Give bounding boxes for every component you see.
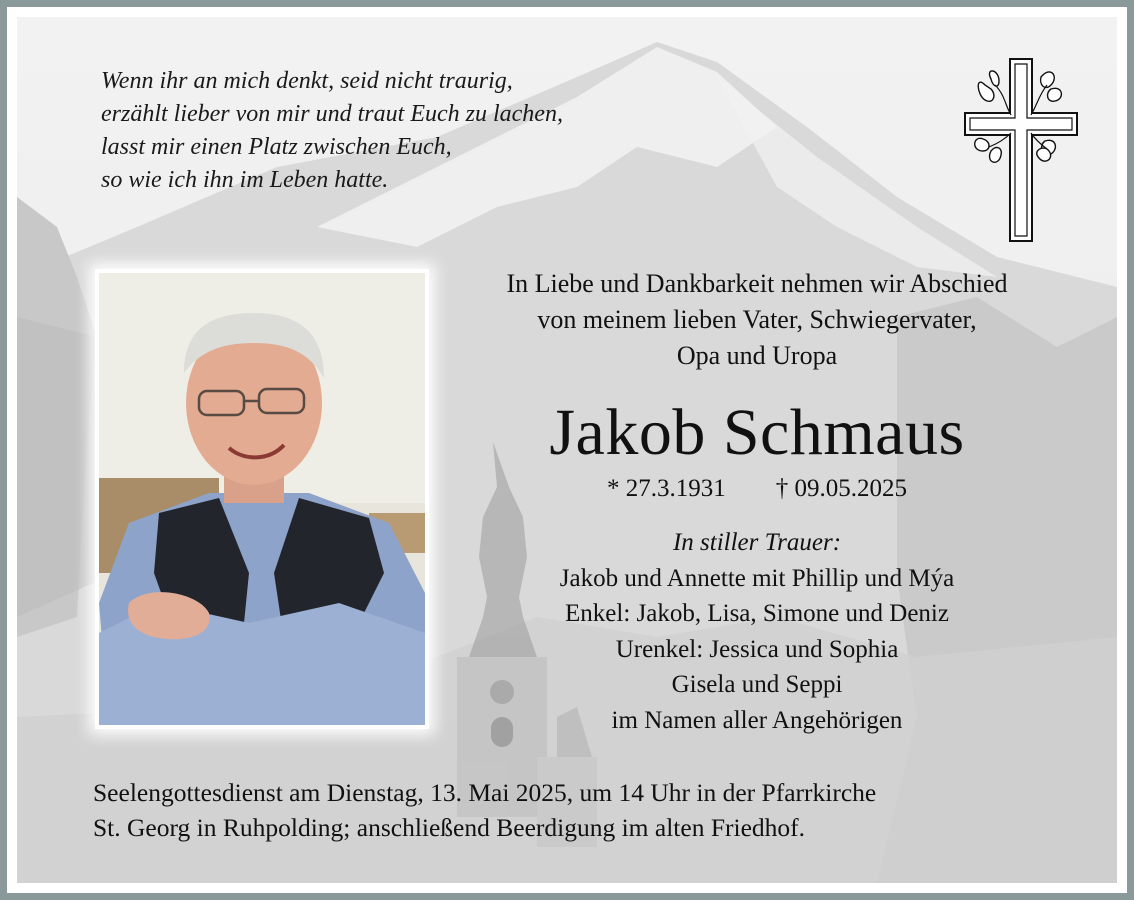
mourner-line: im Namen aller Angehörigen <box>611 706 903 734</box>
mourners-list <box>437 525 1077 738</box>
death-date: † 09.05.2025 <box>775 475 907 502</box>
life-dates <box>437 472 1077 506</box>
memorial-poem <box>101 65 721 197</box>
poem-line: so wie ich ihn im Leben hatte. <box>101 167 389 193</box>
farewell-intro <box>437 266 1077 374</box>
portrait-image <box>99 273 425 725</box>
mourner-line: Jakob und Annette mit Phillip und Mýa <box>559 564 955 592</box>
intro-line: Opa und Uropa <box>676 341 838 370</box>
cross-with-lilies-icon <box>955 55 1087 245</box>
birth-date: * 27.3.1931 <box>607 475 726 502</box>
portrait-photo <box>95 269 429 729</box>
mourner-line: Gisela und Seppi <box>671 671 843 698</box>
mourners-heading: In stiller Trauer: <box>672 529 842 556</box>
mourner-line: Urenkel: Jessica und Sophia <box>615 635 899 663</box>
intro-line: In Liebe und Dankbarkeit nehmen wir Abschied <box>506 269 1008 298</box>
obituary-card <box>17 17 1117 883</box>
deceased-name: Jakob Schmaus <box>549 396 965 469</box>
service-info <box>93 775 1073 845</box>
poem-line: Wenn ihr an mich denkt, seid nicht traurig, <box>101 68 513 94</box>
service-line: Seelengottesdienst am Dienstag, 13. Mai 2025, um 14 Uhr in der Pfarrkirche <box>93 778 877 807</box>
mourner-line: Enkel: Jakob, Lisa, Simone und Deniz <box>565 600 949 627</box>
intro-line: von meinem lieben Vater, Schwiegervater, <box>537 305 977 334</box>
poem-line: erzählt lieber von mir und traut Euch zu lachen, <box>101 101 563 127</box>
poem-line: lasst mir einen Platz zwischen Euch, <box>101 134 452 160</box>
service-line: St. Georg in Ruhpolding; anschließend Beerdigung im alten Friedhof. <box>93 813 806 842</box>
